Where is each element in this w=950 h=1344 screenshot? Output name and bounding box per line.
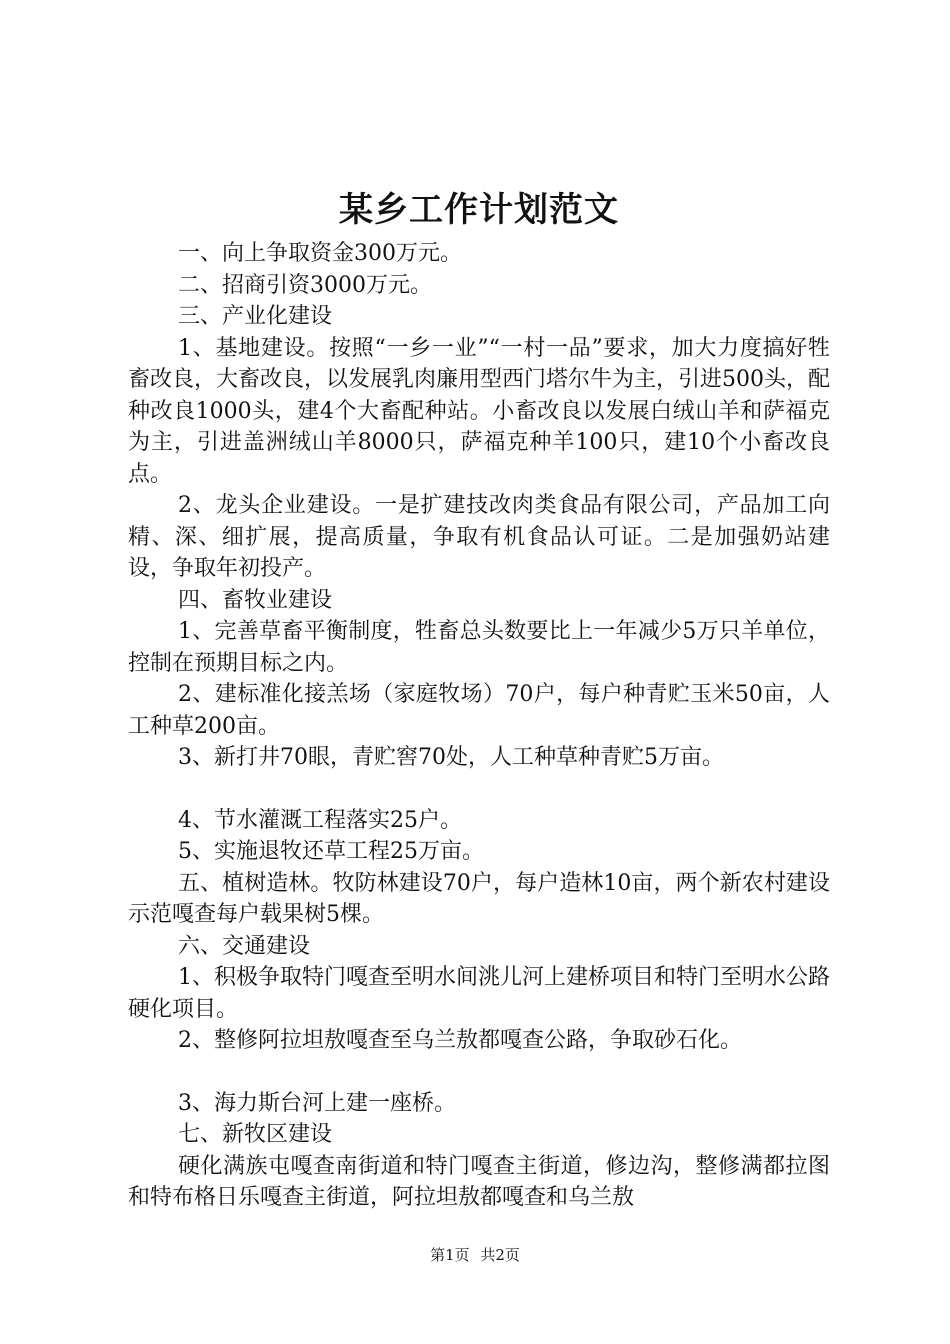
paragraph-industrialization-heading: 三、产业化建设: [178, 304, 333, 329]
page-number: 第1页: [430, 1246, 470, 1264]
paragraph-irrigation: 4、节水灌溉工程落实25户。: [178, 807, 462, 833]
paragraph-animal-husbandry-heading: 四、畜牧业建设: [178, 587, 333, 613]
paragraph-investment: 二、招商引资3000万元。: [178, 272, 432, 298]
paragraph-river-bridge: 3、海力斯台河上建一座桥。: [178, 1090, 456, 1116]
spacer: [128, 774, 830, 805]
page-footer: [0, 1245, 950, 1265]
paragraph-road-repair: 2、整修阿拉坦敖嘎查至乌兰敖都嘎查公路，争取砂石化。: [178, 1028, 742, 1053]
paragraph-grazing-to-grass: 5、实施退牧还草工程25万亩。: [178, 839, 484, 864]
paragraph-street-hardening: 硬化满族屯嘎查南街道和特门嘎查主街道，修边沟，整修满都拉图和特布格日乐嘎查主街道，阿拉坦敖都嘎查和乌兰敖: [128, 1153, 830, 1210]
paragraph-leading-enterprise: 2、龙头企业建设。一是扩建技改肉类食品有限公司，产品加工向精、深、细扩展，提高质量，争取有机食品认可证。二是加强奶站建设，争取年初投产。: [128, 493, 830, 581]
paragraph-funding: 一、向上争取资金300万元。: [178, 241, 462, 266]
paragraph-new-pastoral-heading: 七、新牧区建设: [178, 1122, 333, 1147]
paragraph-lambing-farm: 2、建标准化接羔场（家庭牧场）70户，每户种青贮玉米50亩，人工种草200亩。: [128, 682, 830, 739]
paragraph-bridge-project: 1、积极争取特门嘎查至明水间洮儿河上建桥项目和特门至明水公路硬化项目。: [128, 965, 830, 1022]
paragraph-transport-heading: 六、交通建设: [178, 933, 311, 959]
paragraph-wells: 3、新打井70眼，青贮窖70处，人工种草种青贮5万亩。: [178, 745, 724, 770]
page-total: 共2页: [480, 1246, 520, 1264]
paragraph-grass-livestock-balance: 1、完善草畜平衡制度，牲畜总头数要比上一年减少5万只羊单位，控制在预期目标之内。: [128, 619, 830, 676]
document-title: 某乡工作计划范文: [339, 190, 619, 230]
document-page: [128, 186, 830, 1214]
paragraph-base-construction: 1、基地建设。按照“一乡一业”“一村一品”要求，加大力度搞好牲畜改良，大畜改良，以发展乳肉廉用型西门塔尔牛为主，引进500头，配种改良1000头，建4个大畜配种站。小畜改良以发展白绒山羊和萨福克为主，引进盖洲绒山羊8000只，萨福克种羊100只，建10个小畜改良点。: [128, 335, 830, 487]
paragraph-afforestation: 五、植树造林。牧防林建设70户，每户造林10亩，两个新农村建设示范嘎查每户载果树5棵。: [128, 870, 830, 927]
spacer: [128, 1057, 830, 1088]
